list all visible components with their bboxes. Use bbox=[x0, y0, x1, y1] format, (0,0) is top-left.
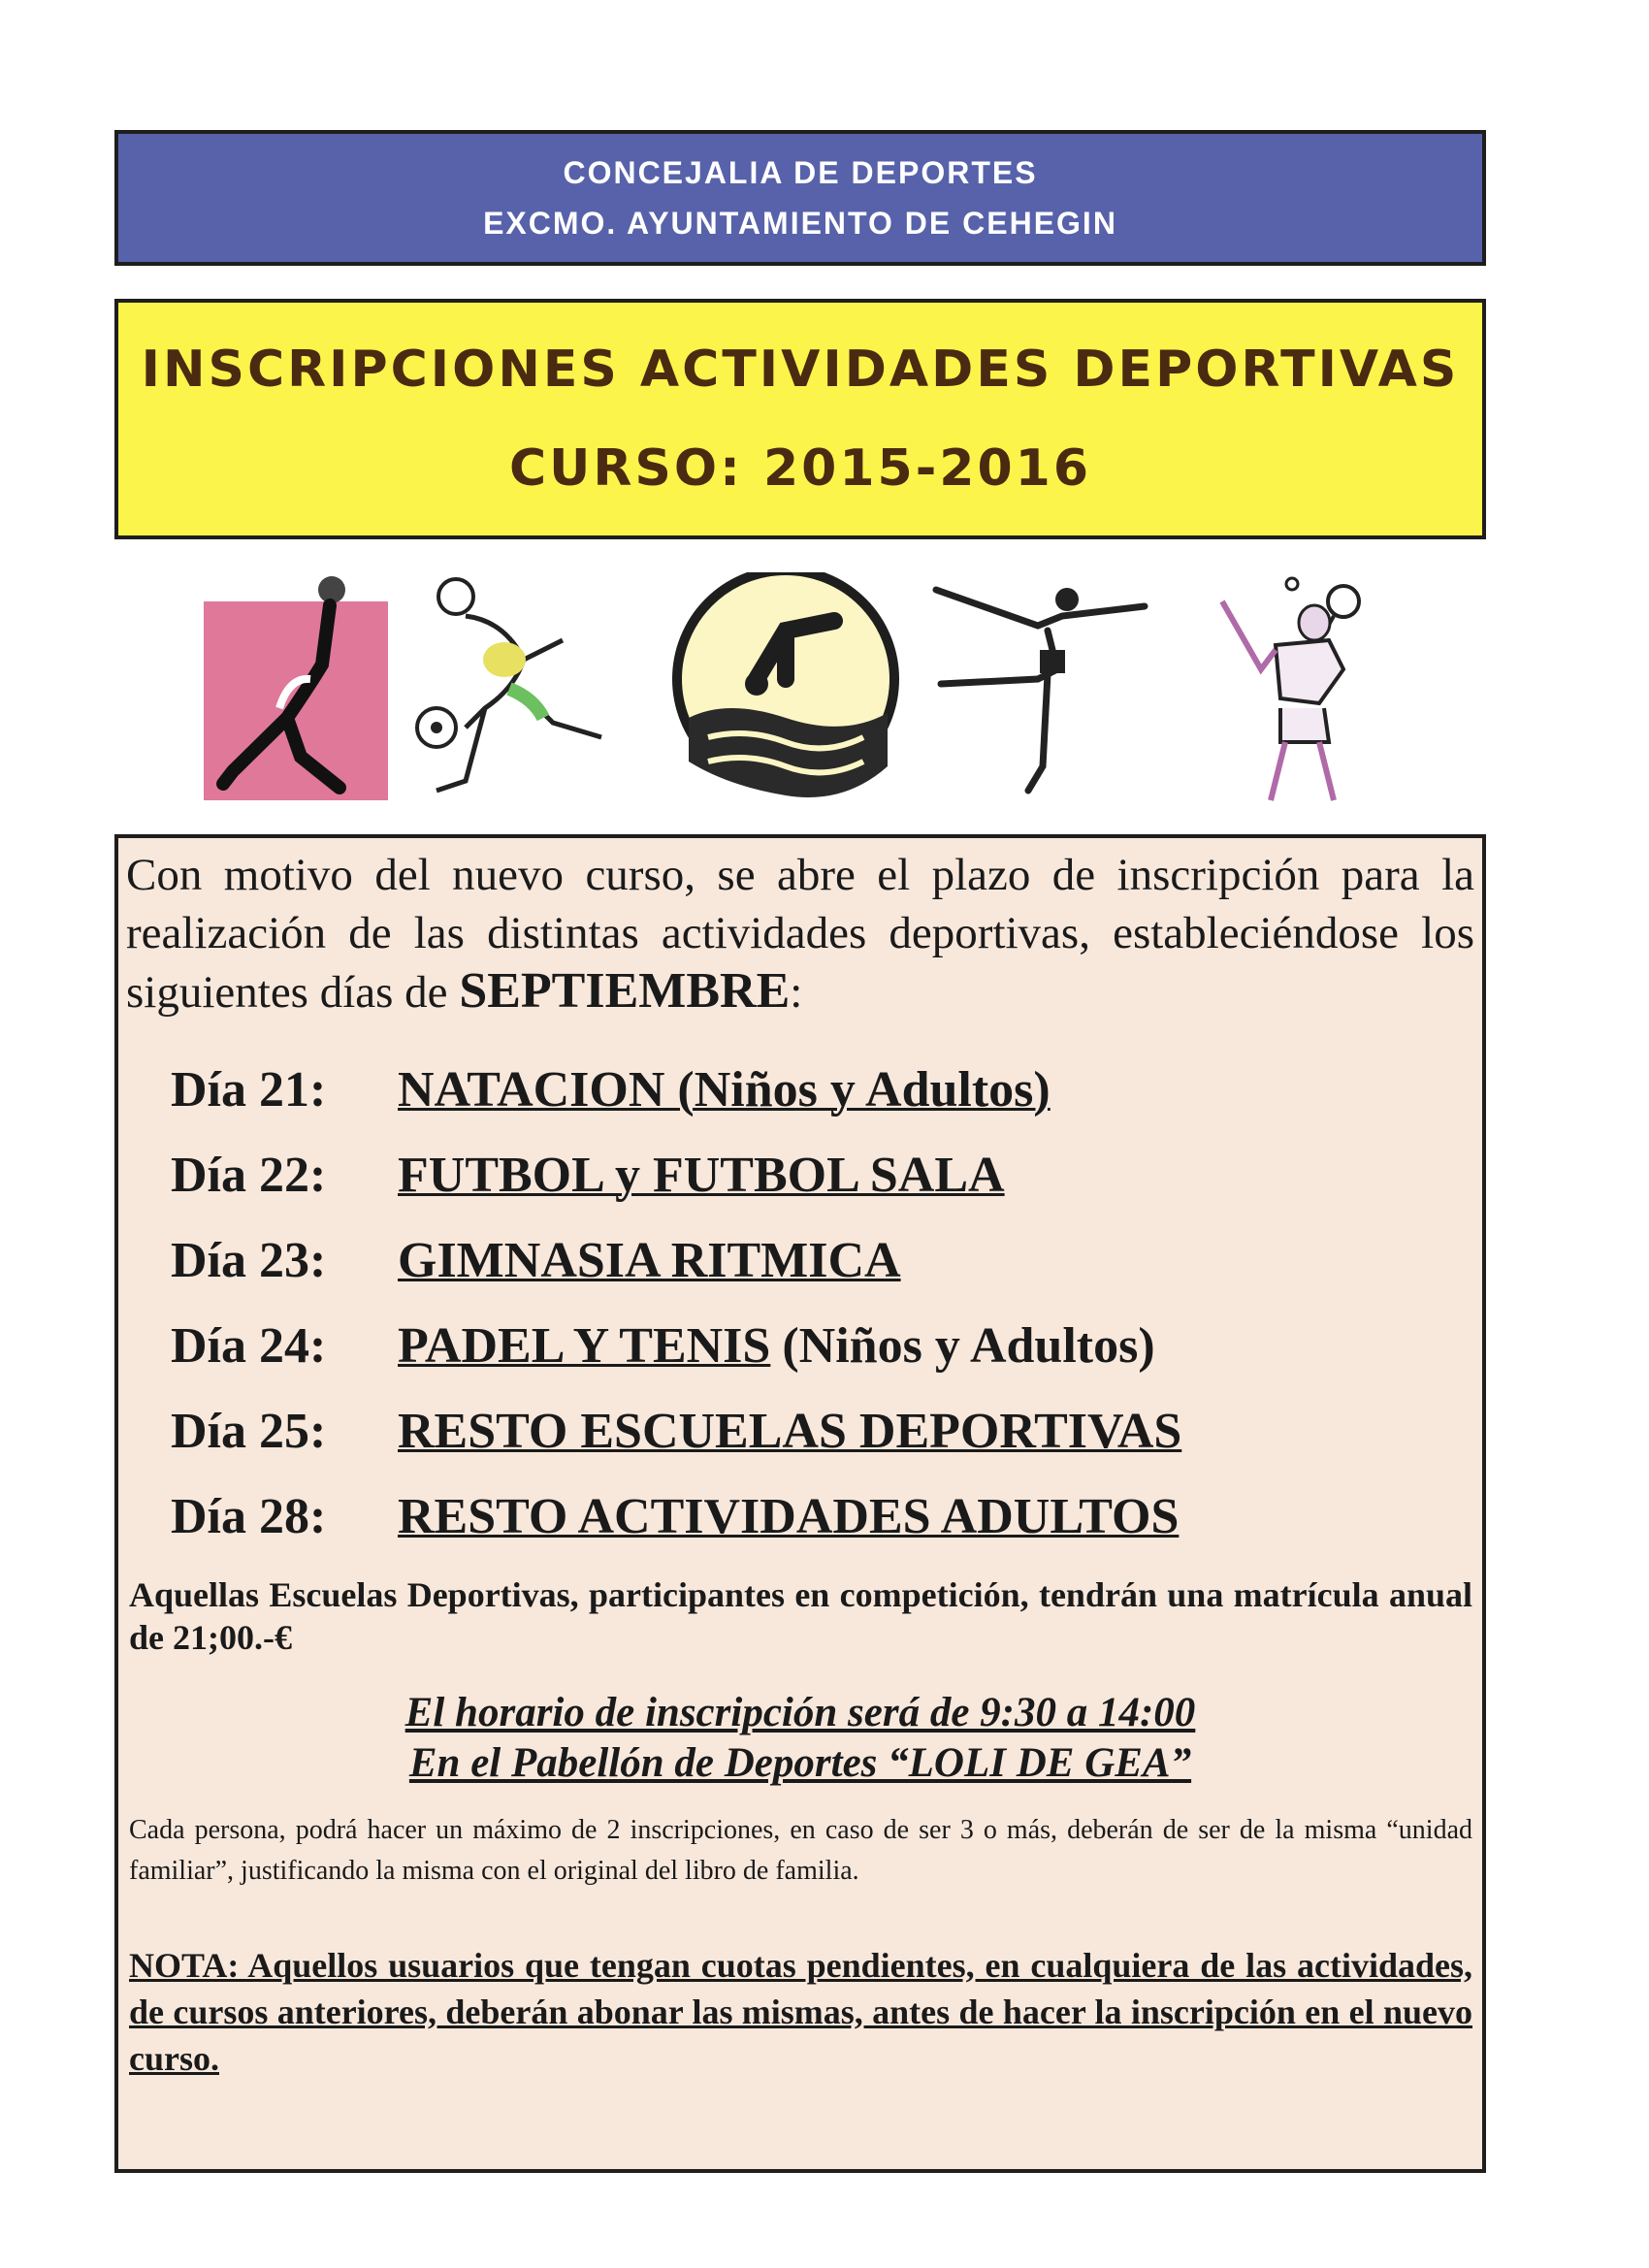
swimmer-icon bbox=[669, 572, 902, 810]
nota-note: NOTA: Aquellos usuarios que tengan cuotas pendientes, en cualquiera de las actividades, de cursos anteriores, deberán abonar las mismas, antes de hacer la inscripción en el nuevo curso. bbox=[129, 1946, 1472, 2078]
soccer-player-icon bbox=[407, 572, 640, 810]
hours-line-1: El horario de inscripción será de 9:30 a 14:00 bbox=[404, 1690, 1196, 1735]
header-banner bbox=[114, 130, 1486, 266]
hours-line-2: En el Pabellón de Deportes “LOLI DE GEA” bbox=[408, 1740, 1192, 1786]
schedule-row bbox=[171, 1147, 1005, 1204]
tennis-player-icon bbox=[1183, 572, 1416, 810]
fee-note: Aquellas Escuelas Deportivas, participantes en competición, tendrán una matrícula anual de 21;00.-€ bbox=[129, 1575, 1472, 1657]
schedule-row bbox=[171, 1061, 1051, 1118]
intro-month: SEPTIEMBRE bbox=[459, 963, 791, 1019]
schedule-activity: GIMNASIA RITMICA bbox=[398, 1233, 901, 1288]
schedule-activity: NATACION (Niños y Adultos) bbox=[398, 1062, 1051, 1118]
schedule-day: Día 22: bbox=[171, 1148, 327, 1203]
schedule-activity: RESTO ACTIVIDADES ADULTOS bbox=[398, 1489, 1180, 1544]
header-line-1: CONCEJALIA DE DEPORTES bbox=[563, 155, 1038, 190]
schedule-activity: RESTO ESCUELAS DEPORTIVAS bbox=[398, 1404, 1182, 1459]
title-banner bbox=[114, 299, 1486, 539]
intro-text: Con motivo del nuevo curso, se abre el plazo de inscripción para la realización de las distintas actividades deportivas, estableciéndose los siguientes días de bbox=[126, 850, 1474, 1018]
title-line-2: CURSO: 2015-2016 bbox=[508, 439, 1092, 498]
intro-paragraph bbox=[126, 846, 1474, 1021]
title-line-1: INSCRIPCIONES ACTIVIDADES DEPORTIVAS bbox=[141, 340, 1460, 399]
schedule-day: Día 24: bbox=[171, 1318, 327, 1374]
schedule-row bbox=[171, 1232, 901, 1289]
gymnast-icon bbox=[922, 572, 1154, 810]
header-line-2: EXCMO. AYUNTAMIENTO DE CEHEGIN bbox=[483, 206, 1117, 241]
volleyball-player-icon bbox=[194, 572, 388, 810]
persons-note: Cada persona, podrá hacer un máximo de 2 inscripciones, en caso de ser 3 o más, deberán de ser de la misma “unidad familiar”, justificando la misma con el original del libro de familia. bbox=[129, 1815, 1472, 1886]
schedule-extra: (Niños y Adultos) bbox=[782, 1318, 1155, 1374]
schedule-row bbox=[171, 1317, 1155, 1375]
schedule-row bbox=[171, 1488, 1179, 1545]
schedule-day: Día 23: bbox=[171, 1233, 327, 1288]
schedule-row bbox=[171, 1403, 1181, 1460]
schedule-day: Día 28: bbox=[171, 1489, 327, 1544]
schedule-activity: FUTBOL y FUTBOL SALA bbox=[398, 1148, 1005, 1203]
sport-icons-row bbox=[184, 572, 1445, 810]
schedule-activity: PADEL Y TENIS bbox=[398, 1318, 771, 1374]
schedule-day: Día 21: bbox=[171, 1062, 327, 1118]
schedule-day: Día 25: bbox=[171, 1404, 327, 1459]
intro-colon: : bbox=[790, 967, 803, 1018]
hours-note bbox=[114, 1688, 1486, 1789]
